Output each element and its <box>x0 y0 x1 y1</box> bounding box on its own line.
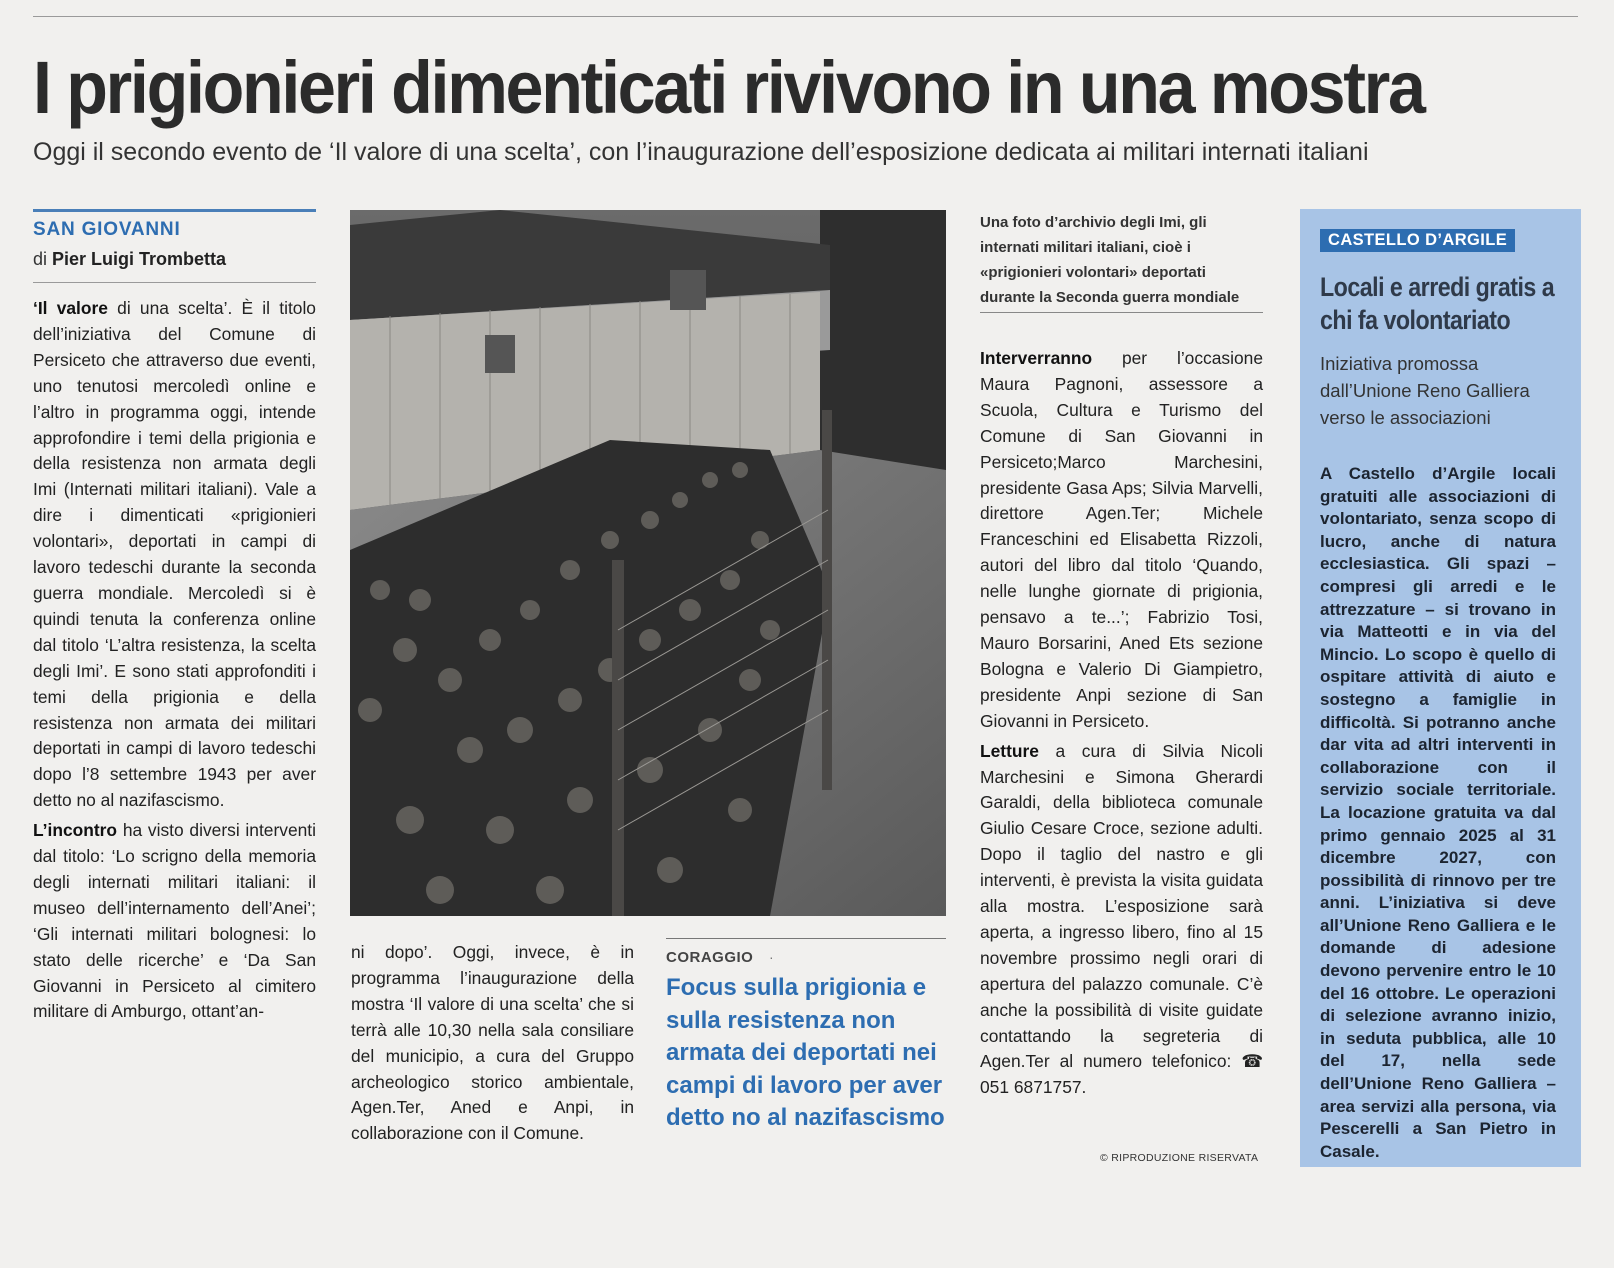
sidebar-title: Locali e arredi gratis a chi fa volontariato <box>1320 272 1555 335</box>
sidebar-subtitle: Iniziativa promossa dall’Unione Reno Galliera verso le associazioni <box>1320 353 1530 428</box>
paragraph-text: ha visto diversi interventi dal titolo: ‘Lo scrigno della memoria degli internati militari italiani: il museo dell’internamento dell’Anei’; ‘Gli internati militari bolognesi: lo stato delle ricerche’ e ‘Da San Giovanni in Persiceto al cimitero militare di Amburgo, ottant’an- <box>33 820 316 1022</box>
subheadline: Oggi il secondo evento de ‘Il valore di una scelta’, con l’inaugurazione dell’esposizione dedicata ai militari internati italiani <box>33 138 1369 166</box>
article-column-2 <box>351 940 634 1151</box>
paragraph <box>980 346 1263 735</box>
archive-photo <box>350 210 946 916</box>
byline <box>33 249 226 270</box>
pullquote: Focus sulla prigionia e sulla resistenza non armata dei deportati nei campi di lavoro per aver detto no al nazifascismo <box>666 974 945 1131</box>
author-name: Pier Luigi Trombetta <box>52 249 227 269</box>
paragraph-lead: Interverranno <box>980 348 1093 368</box>
top-rule <box>33 16 1578 17</box>
kicker-rule <box>33 209 316 212</box>
sidebar-body: A Castello d’Argile locali gratuiti alle associazioni di volontariato, senza scopo di lucro, anche di natura ecclesiastica. Gli spazi – compresi gli arredi e le attrezzature – si trovano in via Matteotti e in via del Mincio. Lo scopo è quello di ospitare attività di aiuto e sostegno a famiglie in difficoltà. Si potranno anche dar vita ad altri interventi in collaborazione con il servizio sociale territoriale. La locazione gratuita va dal primo gennaio 2025 al 31 dicembre 2027, con possibilità di rinnovo per tre anni. L’iniziativa si deve all’Unione Reno Galliera e le domande di adesione devono pervenire entro le 10 del 16 ottobre. Le operazioni di selezione avranno inizio, in seduta pubblica, alle 10 del 17, nella sede dell’Unione Reno Galliera – area servizi alla persona, via Pescerelli a San Pietro in Casale. <box>1320 464 1556 1161</box>
section-kicker: SAN GIOVANNI <box>33 219 181 240</box>
paragraph-lead: Letture <box>980 740 1039 761</box>
paragraph <box>33 818 316 1025</box>
paragraph <box>33 296 316 814</box>
byline-prefix: di <box>33 249 48 269</box>
paragraph-text: per l’occasione Maura Pagnoni, assessore a Scuola, Cultura e Turismo del Comune di San Giovanni in Persiceto;Marco Marchesini, presidente Gasa Aps; Silvia Marvelli, direttore Agen.Ter; Michele Franceschini ed Elisabetta Rizzoli, autori del libro dal titolo ‘Quando, nelle lunghe giornate di prigionia, pensavo a te...’; Fabrizio Tosi, Mauro Borsarini, Aned Ets sezione Bologna e Valerio Di Giampietro, presidente Anpi sezione di San Giovanni in Persiceto. <box>980 348 1263 731</box>
paragraph-text: di una scelta’. È il titolo dell’iniziativa del Comune di Persiceto che attraverso due eventi, uno tenutosi mercoledì online e l’altro in programma oggi, intende approfondire i temi della prigionia e della resistenza non armata degli Imi (Internati militari italiani). Vale a dire i dimenticati «prigionieri volontari», deportati in campi di lavoro tedeschi durante la seconda guerra mondiale. Mercoledì si è quindi tenuta la conferenza online dal titolo ‘L’altra resistenza, la scelta degli Imi’. E sono stati approfonditi i temi della prigionia e della resistenza non armata dei militari deportati in campi di lavoro tedeschi dopo l’8 settembre 1943 per aver detto no al nazifascismo. <box>33 298 316 811</box>
caption-rule <box>980 312 1263 313</box>
paragraph: ni dopo’. Oggi, invece, è in programma l’inaugurazione della mostra ‘Il valore di una scelta’ che si terrà alle 10,30 nella sala consiliare del municipio, a cura del Gruppo archeologico storico ambientale, Agen.Ter, Aned e Anpi, in collaborazione con il Comune. <box>351 942 634 1144</box>
pullquote-dot: · <box>769 949 774 965</box>
paragraph-lead: ‘Il valore <box>33 298 108 318</box>
paragraph-lead: L’incontro <box>33 820 118 841</box>
photo-caption: Una foto d’archivio degli Imi, gli internati militari italiani, cioè i «prigionieri volontari» deportati durante la Seconda guerra mondiale <box>980 214 1240 306</box>
article-column-3 <box>980 346 1263 1105</box>
paragraph-text: a cura di Silvia Nicoli Marchesini e Simona Gherardi Garaldi, della biblioteca comunale Giulio Cesare Croce, sezione adulti. Dopo il taglio del nastro e gli interventi, è prevista la visita guidata alla mostra. L’esposizione sarà aperta, a ingresso libero, fino al 15 novembre prossimo negli orari di apertura del palazzo comunale. C’è anche la possibilità di visite guidate contattando la segreteria di Agen.Ter al numero telefonico: ☎ 051 6871757. <box>980 740 1263 1098</box>
paragraph <box>980 739 1263 1102</box>
prisoners-photo-illustration <box>350 210 946 916</box>
byline-rule <box>33 282 316 283</box>
pullquote-rule <box>666 938 946 939</box>
sidebar-tag: CASTELLO D’ARGILE <box>1320 229 1515 252</box>
headline: I prigionieri dimenticati rivivono in una mostra <box>33 46 1424 129</box>
pullquote-label: CORAGGIO <box>666 949 754 966</box>
copyright-notice: © RIPRODUZIONE RISERVATA <box>1100 1152 1259 1164</box>
article-column-1 <box>33 296 316 1029</box>
